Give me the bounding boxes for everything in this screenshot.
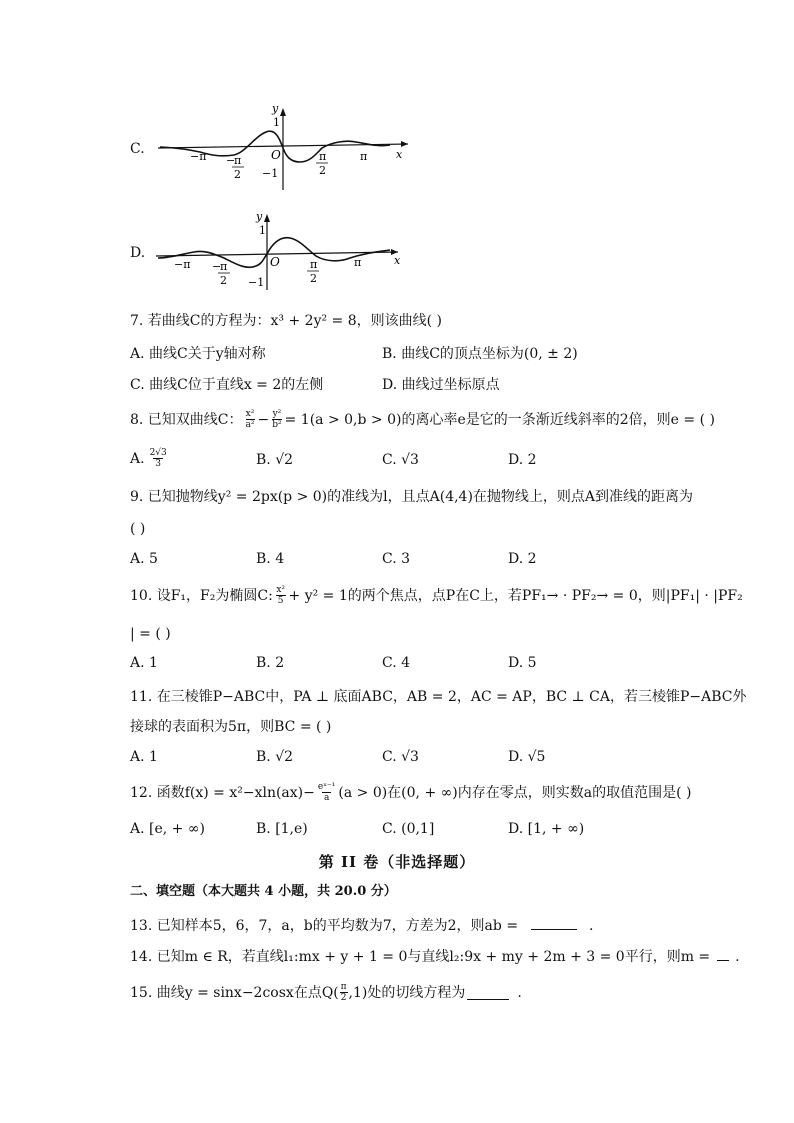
q8-frac2 (272, 409, 281, 430)
tick-neg-pi: −π (190, 150, 207, 163)
q10-stem (130, 585, 743, 606)
origin-label: O (271, 148, 281, 162)
q7-option-c: C. 曲线C位于直线x = 2的左侧 (130, 377, 324, 393)
q8-option-a-num: 2√3 (149, 448, 167, 458)
x-label: x (396, 148, 403, 161)
graph-d (150, 208, 410, 294)
q10-option-c: C. 4 (382, 655, 411, 671)
q15-suffix: ,1)处的切线方程为 (348, 984, 466, 1001)
q8-minus: − (257, 411, 270, 428)
q8-frac1 (246, 409, 255, 430)
q8-option-a-den: 3 (155, 459, 162, 469)
q9-stem-cont: ( ) (130, 521, 146, 537)
tick-1: 1 (273, 116, 280, 129)
q14-text: 14. 已知m ∈ R，若直线l₁:mx + y + 1 = 0与直线l₂:9x + my + 2m + 3 = 0平行，则m = (130, 949, 711, 965)
q13-end: . (588, 918, 594, 934)
q11-option-d: D. √5 (508, 749, 546, 765)
q7-option-a: A. 曲线C关于y轴对称 (130, 346, 266, 362)
q15-end: . (517, 984, 522, 1001)
q10-suffix: + y² = 1的两个焦点，点P在C上，若PF₁→ · PF₂→ = 0，则|PF₁| · |PF₂ (288, 587, 743, 604)
part-2-title: 第 II 卷（非选择题） (318, 853, 476, 871)
q12-prefix: 12. 函数f(x) = x²−xln(ax)− (130, 784, 315, 801)
q7-option-d: D. 曲线过坐标原点 (382, 377, 500, 393)
q10-option-d: D. 5 (508, 655, 537, 671)
q14-answer-blank[interactable] (717, 946, 729, 961)
tick-minus-1: −1 (262, 167, 279, 180)
q15-frac-num: π (340, 982, 347, 992)
q10-frac (276, 585, 286, 606)
option-c-label: C. (130, 141, 145, 157)
q13-stem (130, 915, 593, 936)
q9-option-c: C. 3 (382, 551, 411, 567)
q11-option-c: C. √3 (382, 749, 419, 765)
q8-frac1-num: x² (245, 409, 255, 419)
q8-frac2-den: b² (272, 420, 282, 430)
tick-neg-pi: −π (174, 258, 191, 271)
q15-prefix: 15. 曲线y = sinx−2cosx在点Q( (130, 984, 339, 1001)
tick-neg-half-num: π (220, 260, 228, 273)
q8-frac1-den: a² (245, 420, 255, 430)
q14-end: . (735, 949, 740, 965)
q7-stem: 7. 若曲线C的方程为：x³ + 2y² = 8，则该曲线( ) (130, 313, 442, 329)
x-axis-arrow (401, 141, 408, 147)
tick-pi: π (360, 150, 368, 163)
q7-option-b: B. 曲线C的顶点坐标为(0, ± 2) (382, 346, 578, 362)
tick-minus-1: −1 (248, 276, 265, 289)
tick-neg-half-num: π (234, 154, 242, 167)
y-label: y (272, 102, 279, 115)
tick-pos-half-num: π (319, 150, 327, 163)
q8-prefix: 8. 已知双曲线C： (130, 411, 243, 428)
q12-option-a: A. [e, + ∞) (130, 821, 205, 837)
q14-stem (130, 946, 740, 967)
y-axis-arrow (280, 108, 286, 116)
q13-text: 13. 已知样本5，6，7，a，b的平均数为7，方差为2，则ab = (130, 918, 519, 934)
y-axis-arrow (264, 214, 270, 222)
q15-frac (340, 982, 348, 1003)
tick-pi: π (354, 256, 362, 269)
q8-stem (130, 409, 715, 430)
q15-stem (130, 982, 522, 1003)
q8-frac2-num: y² (272, 409, 282, 419)
q10-frac-den: 5 (277, 596, 284, 606)
q8-option-d: D. 2 (508, 452, 537, 468)
q10-stem-cont: | = ( ) (130, 626, 171, 642)
q12-frac (318, 782, 336, 803)
q8-option-a-frac (150, 448, 167, 469)
q10-prefix: 10. 设F₁，F₂为椭圆C: (130, 587, 273, 604)
tick-pos-half-den: 2 (310, 272, 317, 285)
origin-label: O (270, 255, 280, 269)
q12-stem (130, 782, 691, 803)
q11-stem: 11. 在三棱锥P−ABC中，PA ⊥ 底面ABC，AB = 2，AC = AP，BC ⊥ CA，若三棱锥P−ABC外 (130, 689, 747, 705)
x-label: x (394, 254, 401, 267)
tick-1: 1 (259, 224, 266, 237)
q9-stem: 9. 已知抛物线y² = 2px(p > 0)的准线为l，且点A(4,4)在抛物线上，则点A到准线的距离为 (130, 489, 694, 505)
q12-option-c: C. (0,1] (382, 821, 435, 837)
q12-frac-num: eˣ⁻¹ (317, 782, 336, 792)
tick-pos-half-num: π (310, 258, 318, 271)
q8-option-a-label: A. (130, 450, 145, 467)
q8-suffix: = 1(a > 0,b > 0)的离心率e是它的一条渐近线斜率的2倍，则e = ( ) (284, 411, 715, 428)
q10-option-a: A. 1 (130, 655, 158, 671)
q12-option-d: D. [1, + ∞) (508, 821, 585, 837)
q9-option-b: B. 4 (256, 551, 285, 567)
q11-stem-cont: 接球的表面积为5π，则BC = ( ) (130, 719, 332, 735)
tick-minus-sign: − (226, 154, 236, 167)
q11-option-b: B. √2 (256, 749, 294, 765)
q12-frac-den: a (323, 793, 330, 803)
q9-option-d: D. 2 (508, 551, 537, 567)
q9-option-a: A. 5 (130, 551, 158, 567)
q12-option-b: B. [1,e) (256, 821, 308, 837)
q8-option-a (130, 448, 167, 469)
q8-option-b: B. √2 (256, 452, 294, 468)
q10-frac-num: x² (276, 585, 285, 595)
y-label: y (256, 210, 263, 223)
graph-c (150, 102, 420, 194)
tick-pos-half-den: 2 (319, 164, 326, 177)
tick-minus-sign: − (212, 260, 222, 273)
section-2-heading: 二、填空题（本大题共 4 小题，共 20.0 分） (130, 884, 397, 899)
tick-neg-half-den: 2 (234, 168, 241, 181)
option-d-label: D. (130, 245, 146, 261)
q15-frac-den: 2 (340, 993, 347, 1003)
tick-neg-half-den: 2 (220, 274, 227, 287)
q15-answer-blank[interactable] (467, 985, 509, 1000)
q13-answer-blank[interactable] (531, 915, 577, 930)
q11-option-a: A. 1 (130, 749, 158, 765)
q8-option-c: C. √3 (382, 452, 419, 468)
q10-option-b: B. 2 (256, 655, 285, 671)
q12-suffix: (a > 0)在(0, + ∞)内存在零点，则实数a的取值范围是( ) (338, 784, 692, 801)
